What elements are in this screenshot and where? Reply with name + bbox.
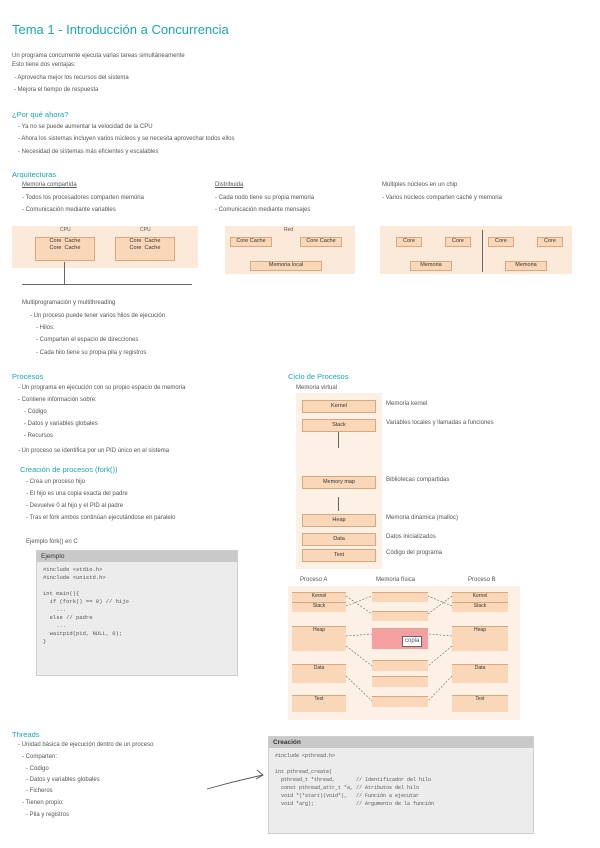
text-line: - Hilos: [36,325,55,331]
core-box: Core Cache Core Cache [115,237,175,261]
segment: Stack [452,602,508,612]
text-line: - Comparten el espacio de direcciones [36,337,139,343]
text-line: - El hijo es una copia exacta del padre [26,491,128,497]
section-heading: Creación de procesos (fork()) [20,465,118,474]
text-line: - Código [26,766,49,772]
text-line: - Cada hilo tiene su propia pila y registros [36,350,147,356]
core-box: Core [537,237,563,247]
code-header: Ejemplo [37,551,237,562]
segment-desc: Código del programa [386,550,443,556]
text-line: - Comparten: [22,754,58,760]
text-line: - Crea un proceso hijo [26,479,86,485]
core-box: Core [396,237,422,247]
bus-line [22,284,192,285]
page-title: Tema 1 - Introducción a Concurrencia [12,22,229,37]
text-line: - Devuelve 0 al hijo y el PID al padre [26,503,124,509]
diagram-label: Red [284,227,294,233]
code-block [268,736,534,834]
memory-segment: Heap [302,514,376,527]
diagram-label: CPU [140,227,151,233]
column-label: Proceso A [300,577,328,583]
section-heading: Procesos [12,372,44,381]
text-line: - Código [24,409,47,415]
text-line: - Recursos [24,433,54,439]
memory-box: Memoria local [250,261,322,271]
segment: Heap [452,626,508,651]
segment: Kernel [292,592,346,602]
core-box: Core [488,237,514,247]
code-content: #include <pthread.h> int pthread_create( pthread_t *thread, // Identificador del hilo const pthread_attr_t *a, // Atributos del hilo void *(*start)(void*), // Función a ejecutar void *arg); // Argumento de la función [275,753,435,807]
mapping-lines [288,586,520,720]
core-box: Core Cache Core Cache [35,237,95,261]
text-line: - Comunicación mediante mensajes [215,207,311,213]
segment: Kernel [452,592,508,602]
memory-segment: Memory map [302,476,376,489]
memory-segment: Data [302,533,376,546]
text-line: - Datos y variables globales [26,777,100,783]
segment: Heap [292,626,346,651]
text-line: - Todos los procesadores comparten memoria [22,195,144,201]
diagram-label: CPU [60,227,71,233]
memory-segment: Stack [302,419,376,432]
intro-line: - Mejora el tiempo de respuesta [14,87,99,93]
text-line: - Ahora los sistemas incluyen varios núcleos y se necesita aprovechar todos ellos [18,136,235,142]
subheading: Memoria virtual [296,385,338,391]
bus-line [64,262,65,284]
section-heading: Ciclo de Procesos [288,372,349,381]
code-label: Ejemplo fork() en C [26,539,78,545]
text-line: Multiprogramación y multithreading [22,300,116,306]
section-heading: Threads [12,730,40,739]
subheading: Memoria compartida [22,182,77,188]
text-line: - Ya no se puede aumentar la velocidad de la CPU [18,124,153,130]
segment-desc: Memoria kernel [386,401,428,407]
copy-label: copia [402,636,422,647]
code-block [36,550,238,676]
segment-desc: Bibliotecas compartidas [386,477,450,483]
section-heading: Arquitecturas [12,170,57,179]
memory-box: Memoria [410,261,452,271]
text-line: - Tienen propio: [22,800,64,806]
text-line: - Datos y variables globales [24,421,98,427]
text-line: - Tras el fork ambos continúan ejecutándose en paralelo [26,515,176,521]
segment: Data [292,664,346,683]
core-box: Core Cache [230,237,272,247]
text-line: - Comunicación mediante variables [22,207,116,213]
subheading: Distribuida [215,182,244,188]
memory-segment: Text [302,549,376,562]
text-line: - Cada nodo tiene su propia memoria [215,195,315,201]
divider-line [482,230,483,272]
divider-line [338,432,339,448]
core-box: Core [445,237,471,247]
segment: Data [452,664,508,683]
text-line: - Unidad básica de ejecución dentro de un proceso [18,742,154,748]
text-line: - Ficheros [26,788,53,794]
column-label: Proceso B [468,577,496,583]
intro-line: - Aprovecha mejor los recursos del sistema [14,75,129,81]
memory-box: Memoria [505,261,547,271]
divider-line [338,497,339,511]
core-box: Core Cache [300,237,342,247]
text-line: - Necesidad de sistemas más eficientes y escalables [18,149,159,155]
segment-desc: Datos inicializados [386,534,436,540]
text-line: - Contiene información sobre: [18,397,97,403]
arrow-icon [205,755,269,795]
column-label: Memoria física [376,577,416,583]
intro-line: Un programa concurrente ejecuta varias tareas simultáneamente [12,53,185,59]
memory-segment: Kernel [302,400,376,413]
segment-desc: Variables locales y llamadas a funciones [386,420,494,426]
section-heading: ¿Por qué ahora? [12,110,69,119]
subheading: Múltiples núcleos en un chip [382,182,458,188]
text-line: - Varios núcleos comparten caché y memoria [382,195,502,201]
text-line: - Un proceso se identifica por un PID único en el sistema [18,448,170,454]
segment: Stack [292,602,346,612]
text-line: - Pila y registros [26,812,70,818]
segment: Text [292,695,346,712]
code-header: Creación [269,737,533,748]
segment-desc: Memoria dinámica (malloc) [386,515,459,521]
text-line: - Un programa en ejecución con su propio espacio de memoria [18,385,186,391]
segment: Text [452,695,508,712]
code-content: #include <stdio.h> #include <unistd.h> int main(){ if (fork() == 0) // hijo ... else // padre ... waitpid(pid, NULL, 0); } [43,566,129,645]
intro-line: Esto tiene dos ventajas: [12,62,76,68]
text-line: - Un proceso puede tener varios hilos de ejecución [30,313,166,319]
